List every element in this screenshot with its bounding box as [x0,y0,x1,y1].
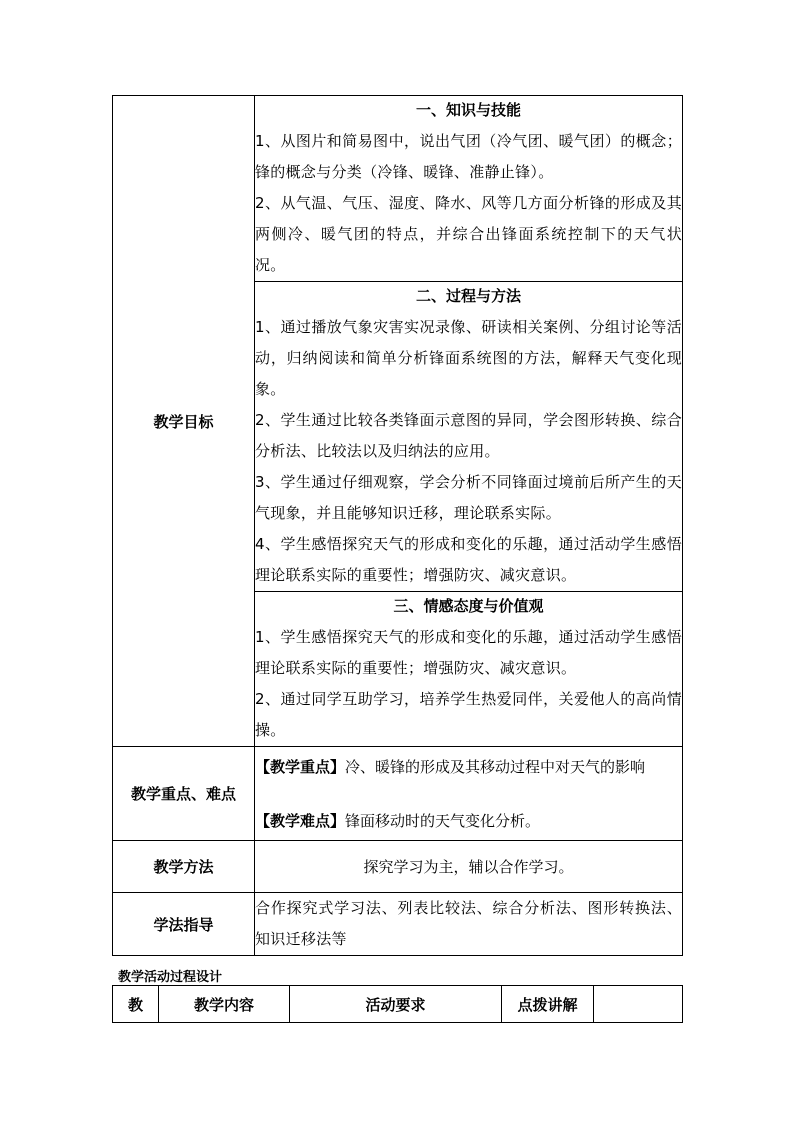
section-heading: 一、知识与技能 [415,101,521,119]
objective-item: 1、从图片和简易图中，说出气团（冷气团、暖气团）的概念；锋的概念与分类（冷锋、暖锋、准静止锋）。 [255,132,682,181]
activity-col-explanation: 点拨讲解 [502,986,594,1023]
method-text: 探究学习为主，辅以合作学习。 [363,857,574,876]
key-points-content [255,747,683,841]
objective-item: 4、学生感悟探究天气的形成和变化的乐趣，通过活动学生感悟理论联系实际的重要性；增强防灾、减灾意识。 [255,535,682,584]
guidance-label: 学法指导 [113,893,255,956]
activity-col-teacher: 教 [113,986,159,1023]
objective-section-process [255,282,683,592]
objective-item: 2、通过同学互助学习，培养学生热爱同伴，关爱他人的高尚情操。 [255,690,682,739]
objectives-label: 教学目标 [113,96,255,747]
key-points-label: 教学重点、难点 [113,747,255,841]
activity-table [112,985,683,1023]
objective-section-knowledge [255,96,683,282]
objective-section-values [255,592,683,747]
focus-line [255,752,682,782]
section-heading: 三、情感态度与价值观 [393,597,544,615]
objective-item: 2、学生通过比较各类锋面示意图的异同，学会图形转换、综合分析法、比较法以及归纳法的应用。 [255,411,682,460]
objective-item: 1、通过播放气象灾害实况录像、研读相关案例、分组讨论等活动，归纳阅读和简单分析锋面系统图的方法，解释天气变化现象。 [255,318,682,398]
section-heading: 二、过程与方法 [415,287,521,305]
objective-item: 2、从气温、气压、湿度、降水、风等几方面分析锋的形成及其两侧冷、暖气团的特点，并综合出锋面系统控制下的天气状况。 [255,194,682,274]
objective-item: 3、学生通过仔细观察，学会分析不同锋面过境前后所产生的天气现象，并且能够知识迁移，理论联系实际。 [255,473,682,522]
activity-section-title: 教学活动过程设计 [118,970,223,985]
activity-col-requirements: 活动要求 [290,986,502,1023]
guidance-content [255,893,683,956]
lesson-plan-table [112,95,683,956]
method-label: 教学方法 [113,841,255,893]
guidance-text: 合作探究式学习法、列表比较法、综合分析法、图形转换法、知识迁移法等 [255,899,682,948]
focus-tag: 【教学重点】 [255,757,346,776]
activity-col-content: 教学内容 [159,986,290,1023]
difficulty-text: 锋面移动时的天气变化分析。 [345,811,541,830]
difficulty-line [255,806,682,836]
objective-item: 1、学生感悟探究天气的形成和变化的乐趣，通过活动学生感悟理论联系实际的重要性；增强防灾、减灾意识。 [255,628,682,677]
difficulty-tag: 【教学难点】 [255,811,346,830]
method-content [255,841,683,893]
activity-col-blank [594,986,683,1023]
focus-text: 冷、暖锋的形成及其移动过程中对天气的影响 [345,757,646,776]
